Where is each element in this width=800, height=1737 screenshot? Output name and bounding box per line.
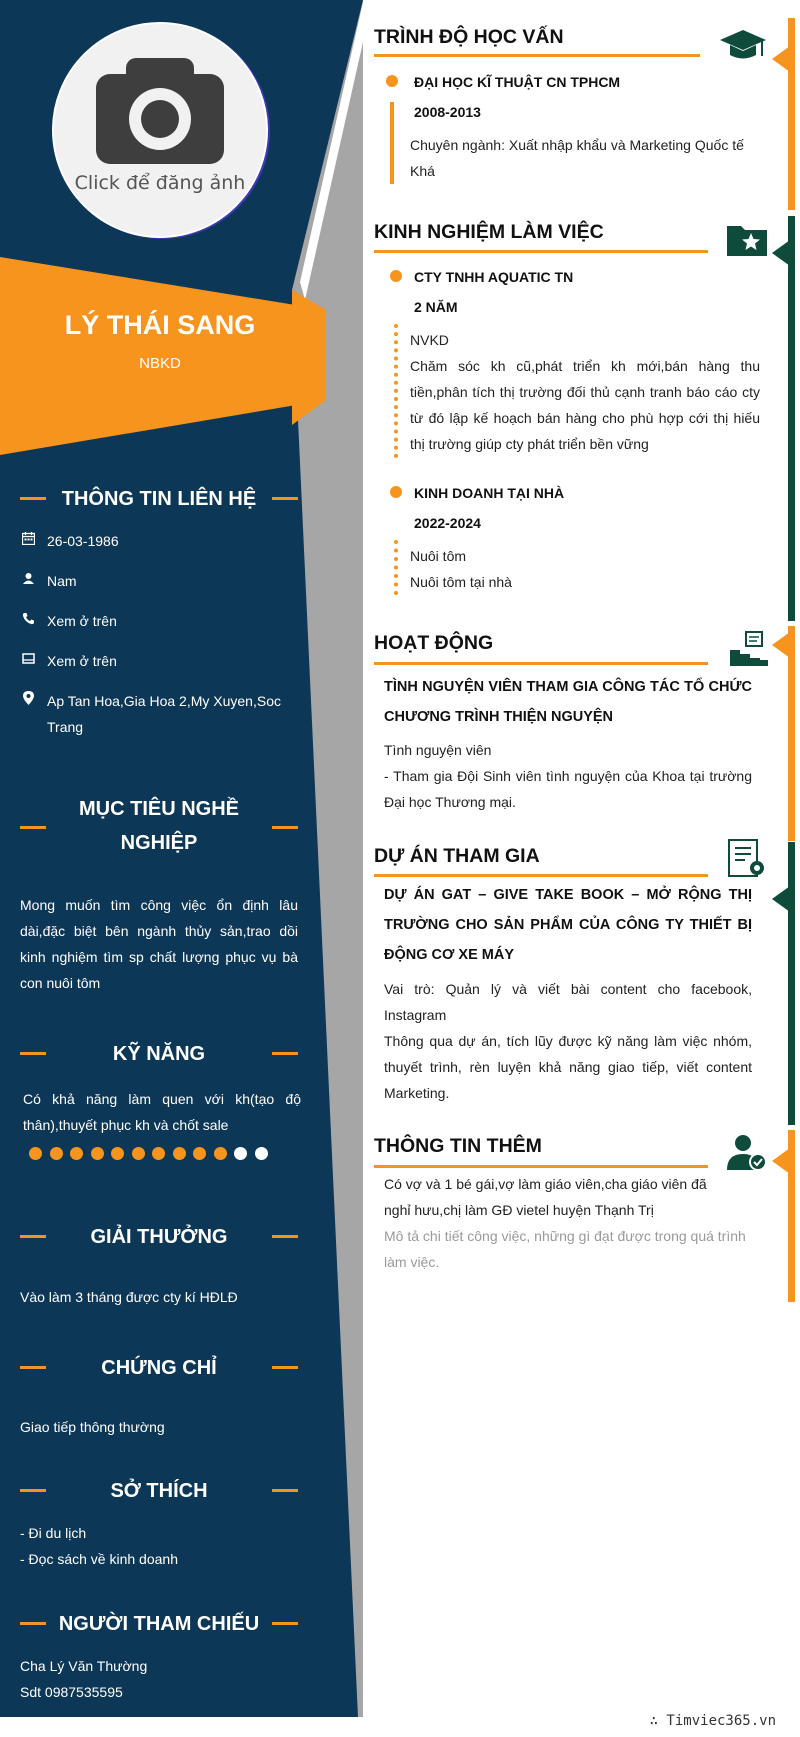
timeline-bullet xyxy=(390,270,402,282)
education-grade: Khá xyxy=(410,163,435,179)
objective-heading-line: MỤC TIÊU NGHỀ xyxy=(79,798,239,820)
job-duration: 2022-2024 xyxy=(414,515,481,531)
awards-heading: GIẢI THƯỞNG xyxy=(90,1226,228,1248)
activity-description xyxy=(384,737,752,815)
skill-dot-filled xyxy=(29,1147,42,1160)
additional-text: Có vợ và 1 bé gái,vợ làm giáo viên,cha giáo viên đã nghỉ hưu,chị làm GĐ vietel huyện Thạnh Trị xyxy=(384,1176,707,1218)
skill-dot-filled xyxy=(214,1147,227,1160)
reference-line: Sdt 0987535595 xyxy=(20,1684,123,1700)
references-text xyxy=(20,1653,147,1705)
contact-text: Ap Tan Hoa,Gia Hoa 2,My Xuyen,Soc Trang xyxy=(47,693,281,735)
contact-phone xyxy=(20,608,290,634)
section-accent-arrow xyxy=(772,240,790,266)
activity-desc: - Tham gia Đội Sinh viên tình nguyện của Khoa tại trường Đại học Thương mại. xyxy=(384,768,752,810)
section-accent-arrow xyxy=(772,46,790,72)
section-accent-arrow xyxy=(772,632,790,658)
project-description xyxy=(384,976,752,1106)
section-underline xyxy=(374,54,700,57)
hobbies-heading: SỞ THÍCH xyxy=(110,1480,208,1502)
awards-text: Vào làm 3 tháng được cty kí HĐLĐ xyxy=(20,1289,238,1305)
skill-dot-filled xyxy=(152,1147,165,1160)
skill-dot-filled xyxy=(70,1147,83,1160)
section-accent-bar xyxy=(788,626,795,841)
folder-star-icon xyxy=(727,222,767,256)
skill-dot-empty xyxy=(234,1147,247,1160)
job-title: NVKD xyxy=(410,332,449,348)
section-underline xyxy=(374,874,708,877)
projects-heading: DỰ ÁN THAM GIA xyxy=(374,845,540,867)
contact-text: Xem ở trên xyxy=(47,653,117,669)
description-placeholder[interactable]: Mô tả chi tiết công việc, những gì đạt được trong quá trình làm việc. xyxy=(384,1228,746,1270)
certificates-heading: CHỨNG CHỈ xyxy=(101,1357,217,1379)
section-accent-bar xyxy=(788,216,795,621)
skill-dot-filled xyxy=(132,1147,145,1160)
education-details xyxy=(410,132,760,184)
location-icon xyxy=(20,688,36,714)
contact-text: Nam xyxy=(47,573,77,589)
phone-icon xyxy=(20,608,36,634)
references-heading: NGƯỜI THAM CHIẾU xyxy=(58,1613,260,1635)
experience-heading: KINH NGHIỆM LÀM VIỆC xyxy=(374,221,604,243)
skill-dot-filled xyxy=(50,1147,63,1160)
section-underline xyxy=(374,1165,708,1168)
activity-role: Tình nguyện viên xyxy=(384,742,492,758)
job-description xyxy=(410,327,760,457)
section-accent-bar xyxy=(788,842,795,1125)
timeline-line xyxy=(394,540,398,595)
job-description xyxy=(410,543,760,595)
timeline-line xyxy=(390,102,394,184)
certificates-text: Giao tiếp thông thường xyxy=(20,1419,165,1435)
job-duration: 2 NĂM xyxy=(414,299,458,315)
skill-dot-filled xyxy=(111,1147,124,1160)
education-school: ĐẠI HỌC KĨ THUẬT CN TPHCM xyxy=(414,74,621,90)
contact-heading: THÔNG TIN LIÊN HỆ xyxy=(61,488,257,510)
upload-photo-label[interactable]: Click để đăng ảnh xyxy=(74,172,246,194)
candidate-name: LÝ THÁI SANG xyxy=(64,310,256,340)
contact-birthdate xyxy=(20,528,290,554)
camera-icon xyxy=(96,56,224,164)
objective-text: Mong muốn tìm công việc ổn định lâu dài,đặc biệt bên ngành thủy sản,trao dồi kinh nghiệm tìm sp chất lượng phục vụ bà con nuôi tôm xyxy=(20,897,298,991)
skills-text: Có khả năng làm quen với kh(tạo độ thân),thuyết phục kh và chốt sale xyxy=(23,1091,301,1133)
project-desc: Thông qua dự án, tích lũy được kỹ năng làm việc nhóm, thuyết trình, rèn luyện khả năng giao tiếp, viết content Marketing. xyxy=(384,1033,752,1101)
hobby-item: - Đi du lịch xyxy=(20,1525,87,1541)
skill-dot-filled xyxy=(173,1147,186,1160)
education-heading: TRÌNH ĐỘ HỌC VẤN xyxy=(374,26,564,48)
section-underline xyxy=(374,250,708,253)
section-underline xyxy=(374,662,708,665)
skill-dot-filled xyxy=(91,1147,104,1160)
timeline-bullet xyxy=(390,486,402,498)
project-document-icon xyxy=(727,838,767,880)
skill-dot-empty xyxy=(255,1147,268,1160)
hobbies-text xyxy=(20,1520,178,1572)
skill-dot-filled xyxy=(193,1147,206,1160)
section-accent-arrow xyxy=(772,1148,790,1174)
contact-text: 26-03-1986 xyxy=(47,533,119,549)
contact-text: Xem ở trên xyxy=(47,613,117,629)
activities-heading: HOẠT ĐỘNG xyxy=(374,632,494,654)
education-major: Chuyên ngành: Xuất nhập khẩu và Marketing Quốc tế xyxy=(410,137,744,153)
project-title: DỰ ÁN GAT – GIVE TAKE BOOK – MỞ RỘNG THỊ TRƯỜNG CHO SẢN PHẨM CỦA CÔNG TY THIẾT BỊ ĐỘNG CƠ XE MÁY xyxy=(384,887,752,963)
project-role: Vai trò: Quản lý và viết bài content cho facebook, Instagram xyxy=(384,981,752,1023)
job-company: CTY TNHH AQUATIC TN xyxy=(414,269,574,285)
site-watermark: ∴ Timviec365.vn xyxy=(649,1713,776,1729)
timeline-line xyxy=(394,324,398,458)
objective-heading-line: NGHIỆP xyxy=(120,832,198,854)
activity-title: TÌNH NGUYỆN VIÊN THAM GIA CÔNG TÁC TỔ CHỨC CHƯƠNG TRÌNH THIỆN NGUYỆN xyxy=(384,679,752,725)
contact-gender xyxy=(20,568,290,594)
section-accent-arrow xyxy=(772,886,790,912)
podium-icon xyxy=(730,630,768,666)
skill-rating xyxy=(29,1147,309,1165)
contact-address xyxy=(20,688,290,740)
timeline-bullet xyxy=(386,75,398,87)
contact-email xyxy=(20,648,290,674)
job-desc: Chăm sóc kh cũ,phát triển kh mới,bán hàng thu tiền,phân tích thị trường đối thủ cạnh tranh báo cáo cty từ đó lập kế hoạch bán hàng cho phù hợp cới thị hiếu thị trường giúp cty phát triển bền vững xyxy=(410,358,760,452)
additional-heading: THÔNG TIN THÊM xyxy=(374,1135,542,1157)
education-years: 2008-2013 xyxy=(414,104,481,120)
job-desc: Nuôi tôm tại nhà xyxy=(410,574,512,590)
email-icon xyxy=(20,648,36,674)
objective-heading xyxy=(20,792,298,860)
job-title: Nuôi tôm xyxy=(410,548,467,564)
graduation-cap-icon xyxy=(720,28,766,64)
candidate-role: NBKD xyxy=(139,355,181,372)
reference-line: Cha Lý Văn Thường xyxy=(20,1658,148,1674)
calendar-icon xyxy=(20,528,36,554)
person-icon xyxy=(20,568,36,594)
job-company: KINH DOANH TẠI NHÀ xyxy=(414,485,565,501)
hobby-item: - Đọc sách về kinh doanh xyxy=(20,1551,178,1567)
skills-heading: KỸ NĂNG xyxy=(112,1043,206,1065)
user-check-icon xyxy=(727,1134,767,1172)
